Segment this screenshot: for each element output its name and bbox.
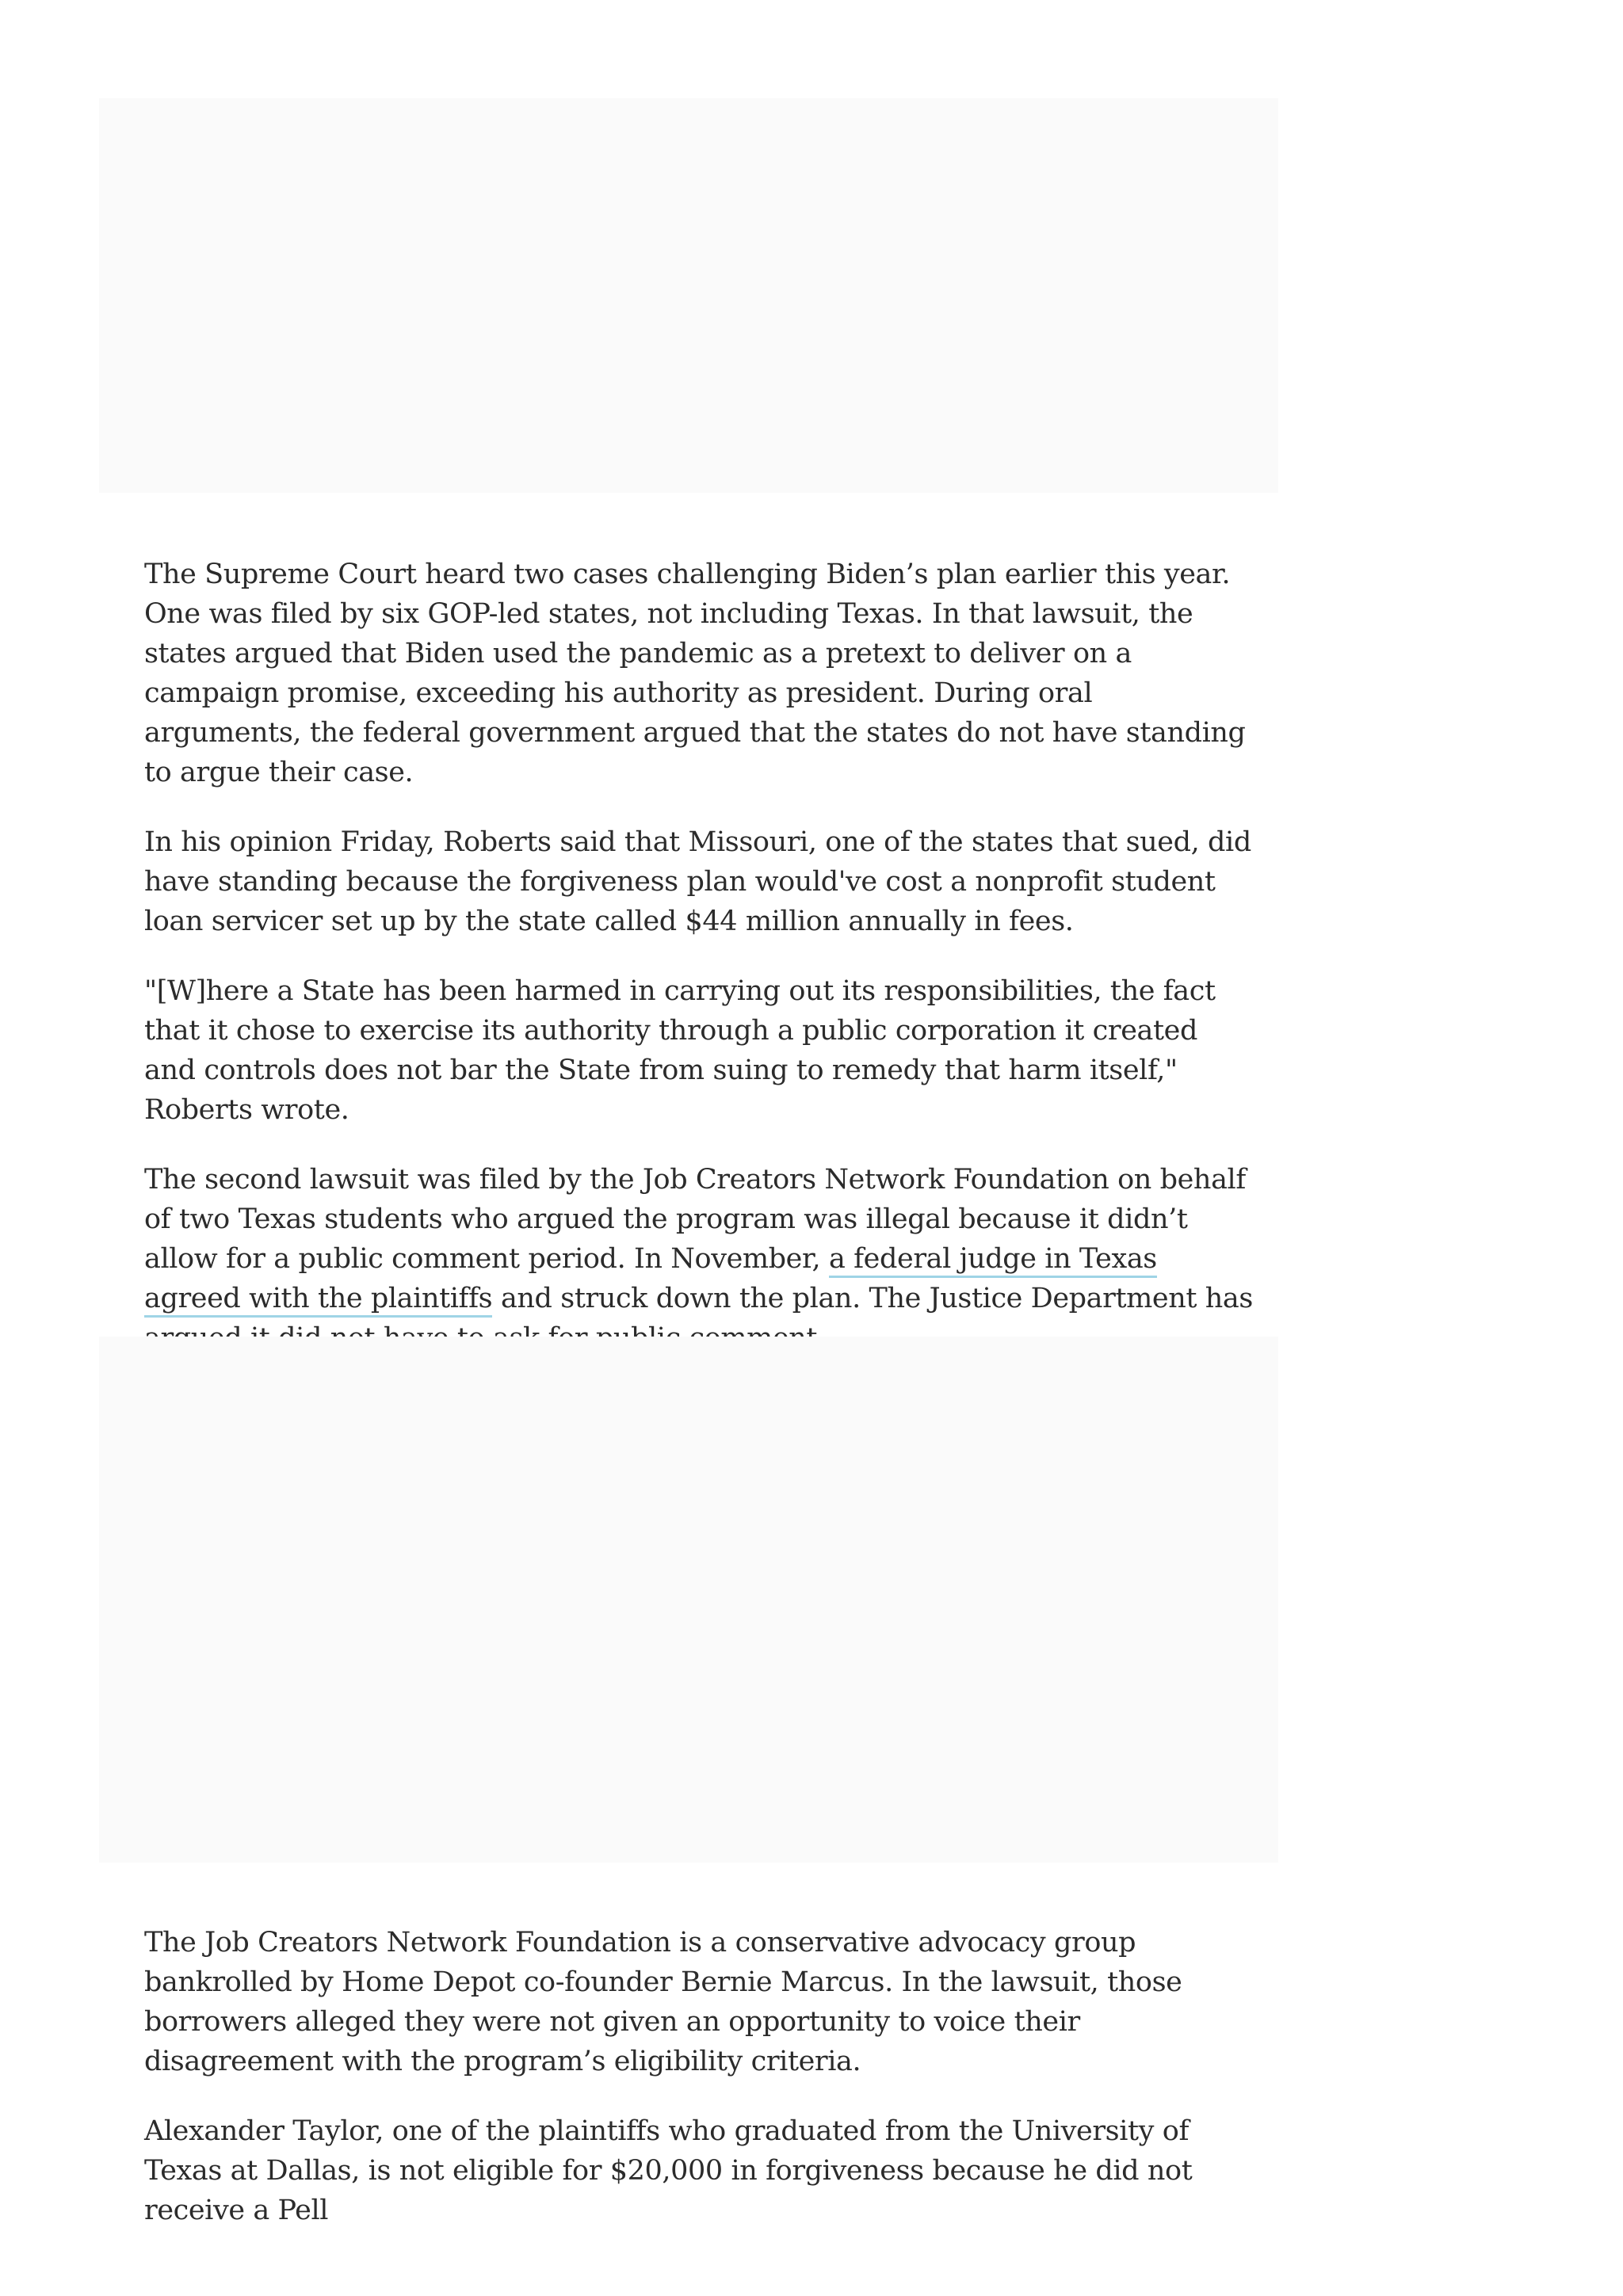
federal-judge-ruling-link[interactable]: a federal judge in Texas agreed with the plaintiffs (144, 1243, 1157, 1318)
ad-placeholder-top (99, 98, 1278, 493)
article-paragraph-quote: "[W]here a State has been harmed in carrying out its responsibilities, the fact that it chose to exercise its authority through a public corporation it created and controls does not bar the State from suing to remedy that harm itself," Roberts wrote. (144, 975, 1216, 1126)
ad-placeholder-middle (99, 1337, 1278, 1863)
article-paragraph: The Supreme Court heard two cases challenging Biden’s plan earlier this year. One was filed by six GOP-led states, not including Texas. In that lawsuit, the states argued that Biden used the pandemic as a pretext to deliver on a campaign promise, exceeding his authority as president. During oral arguments, the federal government argued that the states do not have standing to argue their case. (144, 559, 1246, 788)
article-paragraph: The Job Creators Network Foundation is a conservative advocacy group bankrolled by Home Depot co-founder Bernie Marcus. In the lawsuit, those borrowers alleged they were not given an opportunity to voice their disagreement with the program’s eligibility criteria. (144, 1927, 1182, 2077)
article-paragraph: Alexander Taylor, one of the plaintiffs who graduated from the University of Texas at Dallas, is not eligible for $20,000 in forgiveness because he did not receive a Pell (144, 2115, 1193, 2226)
article-body-section-2 (144, 1923, 1254, 2230)
article-paragraph-with-link (144, 1160, 1254, 1358)
paragraph-text-after-link: and struck down the plan. The Justice Department has (500, 1283, 1253, 1314)
article-paragraph: In his opinion Friday, Roberts said that Missouri, one of the states that sued, did have standing because the forgiveness plan would've cost a nonprofit student loan servicer set up by the state called $44 million annually in fees. (144, 826, 1251, 937)
article-body-section-1 (144, 555, 1254, 1358)
paragraph-text-before-link: The second lawsuit was filed by the Job Creators Network Foundation on behalf of two Texas students who argued the program was illegal because it didn’t allow for a public comment period. In November, (144, 1164, 1246, 1275)
